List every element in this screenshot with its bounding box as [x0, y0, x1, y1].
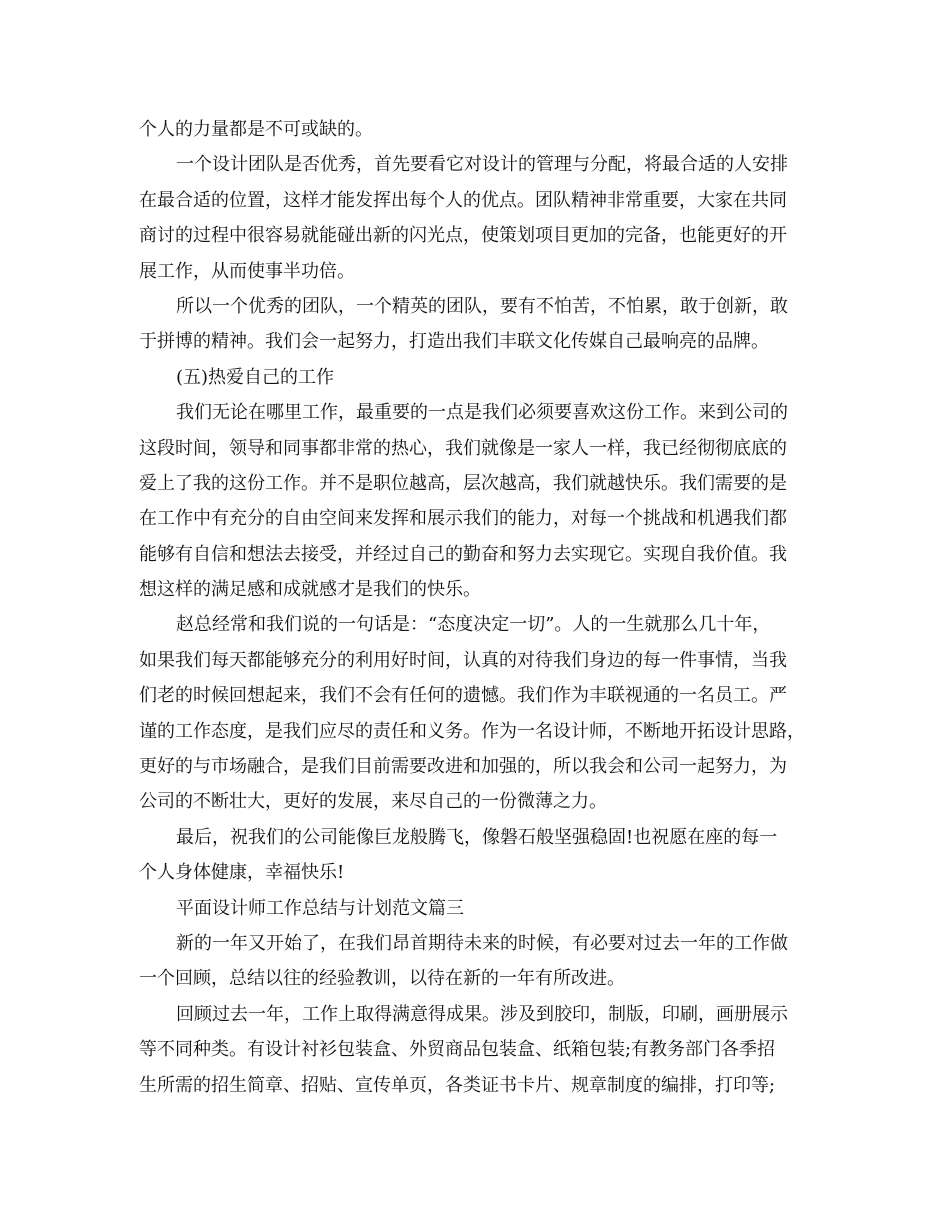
text-line: 一个设计团队是否优秀，首先要看它对设计的管理与分配，将最合适的人安排: [176, 154, 788, 176]
text-line: 所以一个优秀的团队，一个精英的团队，要有不怕苦，不怕累，敢于创新，敢: [176, 295, 788, 317]
text-line: 一个回顾，总结以往的经验教训，以待在新的一年有所改进。: [139, 968, 625, 990]
section-heading: 平面设计师工作总结与计划范文篇三: [176, 897, 464, 919]
text-line: 赵总经常和我们说的一句话是：“态度决定一切”。人的一生就那么几十年，: [176, 614, 771, 636]
text-line: 等不同种类。有设计衬衫包装盒、外贸商品包装盒、纸箱包装;有教务部门各季招: [139, 1039, 776, 1061]
text-line: 于拼博的精神。我们会一起努力，打造出我们丰联文化传媒自己最响亮的品牌。: [139, 331, 769, 353]
text-line: 公司的不断壮大，更好的发展，来尽自己的一份微薄之力。: [139, 791, 607, 813]
text-line: 如果我们每天都能够充分的利用好时间，认真的对待我们身边的每一件事情，当我: [139, 649, 787, 671]
text-line: 谨的工作态度，是我们应尽的责任和义务。作为一名设计师，不断地开拓设计思路，: [139, 720, 805, 742]
text-line: 这段时间，领导和同事都非常的热心，我们就像是一家人一样，我已经彻彻底底的: [139, 437, 787, 459]
text-line: 能够有自信和想法去接受，并经过自己的勤奋和努力去实现它。实现自我价值。我: [139, 543, 787, 565]
text-line: 爱上了我的这份工作。并不是职位越高，层次越高，我们就越快乐。我们需要的是: [139, 472, 787, 494]
section-heading: (五)热爱自己的工作: [176, 366, 335, 388]
text-line: 展工作，从而使事半功倍。: [139, 260, 355, 282]
text-line: 回顾过去一年，工作上取得满意得成果。涉及到胶印，制版，印刷，画册展示: [176, 1003, 788, 1025]
text-line: 个人身体健康，幸福快乐!: [139, 862, 345, 884]
text-line: 想这样的满足感和成就感才是我们的快乐。: [139, 579, 481, 601]
text-line: 更好的与市场融合，是我们目前需要改进和加强的，所以我会和公司一起努力，为: [139, 756, 787, 778]
text-line: 商讨的过程中很容易就能碰出新的闪光点，使策划项目更加的完备，也能更好的开: [139, 225, 787, 247]
text-line: 在工作中有充分的自由空间来发挥和展示我们的能力，对每一个挑战和机遇我们都: [139, 508, 787, 530]
text-line: 最后，祝我们的公司能像巨龙般腾飞，像磐石般坚强稳固!也祝愿在座的每一: [176, 826, 778, 848]
text-line: 新的一年又开始了，在我们昂首期待未来的时候，有必要对过去一年的工作做: [176, 932, 788, 954]
text-line: 我们无论在哪里工作，最重要的一点是我们必须要喜欢这份工作。来到公司的: [176, 402, 788, 424]
text-line: 在最合适的位置，这样才能发挥出每个人的优点。团队精神非常重要，大家在共同: [139, 189, 787, 211]
text-line: 们老的时候回想起来，我们不会有任何的遗憾。我们作为丰联视通的一名员工。严: [139, 685, 787, 707]
text-line: 个人的力量都是不可或缺的。: [139, 119, 373, 140]
document-body: [139, 112, 819, 1103]
text-line: 生所需的招生简章、招贴、宣传单页，各类证书卡片、规章制度的编排，打印等;: [139, 1074, 776, 1096]
